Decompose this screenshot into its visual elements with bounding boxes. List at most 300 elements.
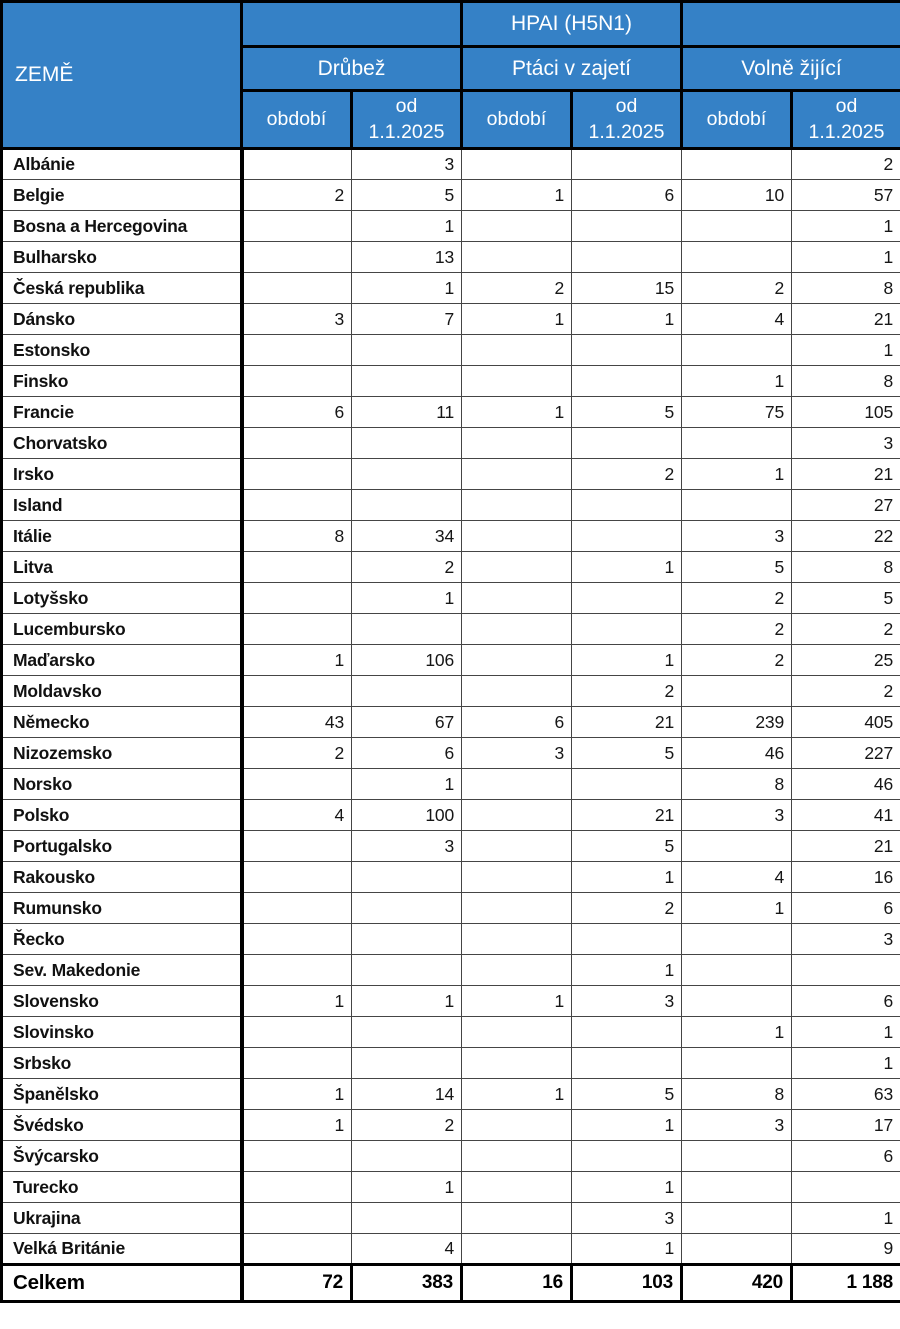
value-cell: [572, 242, 682, 273]
value-cell: 8: [682, 769, 792, 800]
value-cell: 2: [352, 552, 462, 583]
table-row: [2, 1048, 900, 1079]
value-cell: 106: [352, 645, 462, 676]
value-cell: [352, 335, 462, 366]
group-header-wild: Volně žijící: [682, 47, 900, 91]
value-cell: 2: [462, 273, 572, 304]
value-cell: 1: [462, 304, 572, 335]
value-cell: [462, 893, 572, 924]
table-row: [2, 893, 900, 924]
value-cell: 2: [792, 676, 900, 707]
country-cell: Estonsko: [2, 335, 242, 366]
value-cell: 13: [352, 242, 462, 273]
table-row: [2, 1203, 900, 1234]
value-cell: 1: [242, 645, 352, 676]
value-cell: [462, 1017, 572, 1048]
value-cell: 239: [682, 707, 792, 738]
value-cell: 25: [792, 645, 900, 676]
value-cell: 1: [352, 273, 462, 304]
value-cell: [462, 800, 572, 831]
value-cell: [352, 862, 462, 893]
value-cell: 1: [352, 1172, 462, 1203]
country-cell: Norsko: [2, 769, 242, 800]
country-cell: Švédsko: [2, 1110, 242, 1141]
value-cell: [572, 211, 682, 242]
value-cell: [462, 1110, 572, 1141]
value-cell: [682, 490, 792, 521]
value-cell: 1: [792, 211, 900, 242]
table-row: [2, 831, 900, 862]
value-cell: 9: [792, 1234, 900, 1265]
country-cell: Sev. Makedonie: [2, 955, 242, 986]
total-value-cell: 383: [352, 1265, 462, 1302]
value-cell: 1: [682, 459, 792, 490]
country-cell: Španělsko: [2, 1079, 242, 1110]
country-cell: Bosna a Hercegovina: [2, 211, 242, 242]
value-cell: 6: [352, 738, 462, 769]
value-cell: [242, 273, 352, 304]
value-cell: [682, 1048, 792, 1079]
value-cell: [462, 769, 572, 800]
value-cell: [462, 614, 572, 645]
value-cell: [242, 459, 352, 490]
value-cell: [242, 862, 352, 893]
value-cell: [682, 149, 792, 180]
table-title: HPAI (H5N1): [462, 2, 682, 47]
table-row: [2, 1172, 900, 1203]
value-cell: [572, 1141, 682, 1172]
value-cell: [242, 242, 352, 273]
value-cell: 1: [792, 335, 900, 366]
total-label: Celkem: [2, 1265, 242, 1302]
table-row: [2, 273, 900, 304]
value-cell: 3: [352, 831, 462, 862]
value-cell: 2: [572, 893, 682, 924]
value-cell: 6: [792, 893, 900, 924]
subheader-since: od 1.1.2025: [352, 91, 462, 149]
value-cell: 1: [792, 1017, 900, 1048]
subheader-period: období: [682, 91, 792, 149]
value-cell: 15: [572, 273, 682, 304]
value-cell: 8: [792, 552, 900, 583]
value-cell: 11: [352, 397, 462, 428]
value-cell: [352, 1203, 462, 1234]
value-cell: [682, 955, 792, 986]
country-cell: Nizozemsko: [2, 738, 242, 769]
value-cell: 21: [572, 800, 682, 831]
table-row: [2, 211, 900, 242]
country-cell: Dánsko: [2, 304, 242, 335]
value-cell: [242, 955, 352, 986]
value-cell: [352, 366, 462, 397]
value-cell: [352, 1017, 462, 1048]
total-value-cell: 72: [242, 1265, 352, 1302]
value-cell: 1: [572, 862, 682, 893]
country-cell: Lucembursko: [2, 614, 242, 645]
subheader-period: období: [242, 91, 352, 149]
value-cell: 227: [792, 738, 900, 769]
country-cell: Chorvatsko: [2, 428, 242, 459]
table-row: [2, 521, 900, 552]
table-body: [2, 149, 900, 1265]
country-cell: Řecko: [2, 924, 242, 955]
value-cell: 5: [352, 180, 462, 211]
table-row: [2, 769, 900, 800]
country-cell: Albánie: [2, 149, 242, 180]
value-cell: 27: [792, 490, 900, 521]
value-cell: [242, 490, 352, 521]
value-cell: [462, 924, 572, 955]
value-cell: [792, 955, 900, 986]
value-cell: 34: [352, 521, 462, 552]
value-cell: 21: [792, 831, 900, 862]
country-cell: Polsko: [2, 800, 242, 831]
table-row: [2, 986, 900, 1017]
value-cell: [462, 552, 572, 583]
header-spacer-right: [682, 2, 900, 47]
value-cell: [462, 211, 572, 242]
value-cell: [242, 1017, 352, 1048]
value-cell: 8: [792, 273, 900, 304]
value-cell: [462, 955, 572, 986]
value-cell: [682, 1234, 792, 1265]
value-cell: [242, 831, 352, 862]
value-cell: 10: [682, 180, 792, 211]
country-cell: Slovinsko: [2, 1017, 242, 1048]
value-cell: [352, 1048, 462, 1079]
country-cell: Moldavsko: [2, 676, 242, 707]
value-cell: [682, 211, 792, 242]
value-cell: 3: [792, 924, 900, 955]
value-cell: 7: [352, 304, 462, 335]
table-row: [2, 645, 900, 676]
value-cell: 46: [792, 769, 900, 800]
value-cell: [242, 893, 352, 924]
value-cell: 2: [792, 149, 900, 180]
value-cell: [352, 676, 462, 707]
value-cell: 1: [242, 1110, 352, 1141]
value-cell: 6: [462, 707, 572, 738]
value-cell: [242, 676, 352, 707]
country-cell: Srbsko: [2, 1048, 242, 1079]
value-cell: [242, 924, 352, 955]
value-cell: [792, 1172, 900, 1203]
value-cell: 8: [682, 1079, 792, 1110]
value-cell: [462, 490, 572, 521]
country-cell: Bulharsko: [2, 242, 242, 273]
value-cell: 3: [682, 521, 792, 552]
table-row: [2, 242, 900, 273]
value-cell: [352, 614, 462, 645]
value-cell: [462, 242, 572, 273]
value-cell: 105: [792, 397, 900, 428]
value-cell: 2: [792, 614, 900, 645]
value-cell: [572, 1048, 682, 1079]
value-cell: 1: [572, 1110, 682, 1141]
country-cell: Island: [2, 490, 242, 521]
value-cell: 1: [792, 1203, 900, 1234]
value-cell: 2: [682, 583, 792, 614]
table-footer: [2, 1265, 900, 1302]
country-cell: Litva: [2, 552, 242, 583]
value-cell: [352, 955, 462, 986]
value-cell: [682, 242, 792, 273]
country-cell: Maďarsko: [2, 645, 242, 676]
value-cell: 100: [352, 800, 462, 831]
table-row: [2, 552, 900, 583]
value-cell: [242, 1048, 352, 1079]
value-cell: 3: [572, 986, 682, 1017]
value-cell: 16: [792, 862, 900, 893]
value-cell: [242, 211, 352, 242]
value-cell: [682, 1203, 792, 1234]
value-cell: 5: [682, 552, 792, 583]
value-cell: [462, 335, 572, 366]
country-cell: Turecko: [2, 1172, 242, 1203]
value-cell: 1: [572, 1234, 682, 1265]
value-cell: 43: [242, 707, 352, 738]
table-row: [2, 304, 900, 335]
value-cell: 8: [242, 521, 352, 552]
country-cell: Česká republika: [2, 273, 242, 304]
value-cell: [572, 149, 682, 180]
value-cell: [242, 583, 352, 614]
country-cell: Itálie: [2, 521, 242, 552]
value-cell: 2: [682, 273, 792, 304]
value-cell: 1: [682, 1017, 792, 1048]
table-row: [2, 397, 900, 428]
value-cell: [242, 552, 352, 583]
value-cell: [242, 428, 352, 459]
value-cell: 2: [682, 614, 792, 645]
value-cell: [572, 924, 682, 955]
value-cell: 6: [242, 397, 352, 428]
value-cell: [462, 459, 572, 490]
value-cell: [352, 428, 462, 459]
value-cell: 2: [352, 1110, 462, 1141]
value-cell: [572, 583, 682, 614]
value-cell: [352, 490, 462, 521]
country-cell: Německo: [2, 707, 242, 738]
country-cell: Velká Británie: [2, 1234, 242, 1265]
table-row: [2, 738, 900, 769]
group-header-poultry: Drůbež: [242, 47, 462, 91]
table-row: [2, 490, 900, 521]
total-value-cell: 103: [572, 1265, 682, 1302]
value-cell: [242, 769, 352, 800]
value-cell: [462, 428, 572, 459]
table-header: [2, 2, 900, 149]
table-row: [2, 583, 900, 614]
country-cell: Ukrajina: [2, 1203, 242, 1234]
value-cell: 6: [792, 1141, 900, 1172]
total-row: [2, 1265, 900, 1302]
country-cell: Finsko: [2, 366, 242, 397]
value-cell: [572, 614, 682, 645]
table-row: [2, 335, 900, 366]
value-cell: [242, 366, 352, 397]
value-cell: 4: [352, 1234, 462, 1265]
value-cell: 2: [242, 738, 352, 769]
value-cell: 1: [682, 366, 792, 397]
value-cell: 1: [352, 211, 462, 242]
value-cell: 4: [242, 800, 352, 831]
value-cell: 2: [682, 645, 792, 676]
value-cell: 1: [352, 583, 462, 614]
value-cell: 3: [242, 304, 352, 335]
value-cell: 1: [792, 1048, 900, 1079]
value-cell: [242, 149, 352, 180]
value-cell: 5: [792, 583, 900, 614]
value-cell: 2: [572, 459, 682, 490]
value-cell: 3: [682, 1110, 792, 1141]
header-spacer-left: [242, 2, 462, 47]
value-cell: 75: [682, 397, 792, 428]
table-row: [2, 862, 900, 893]
value-cell: 1: [462, 180, 572, 211]
value-cell: [242, 335, 352, 366]
value-cell: [462, 1203, 572, 1234]
value-cell: 8: [792, 366, 900, 397]
table-row: [2, 459, 900, 490]
value-cell: 1: [572, 552, 682, 583]
value-cell: 1: [572, 955, 682, 986]
value-cell: [462, 366, 572, 397]
value-cell: [462, 1234, 572, 1265]
value-cell: 67: [352, 707, 462, 738]
value-cell: 6: [792, 986, 900, 1017]
value-cell: 1: [352, 986, 462, 1017]
value-cell: [682, 1141, 792, 1172]
value-cell: [682, 986, 792, 1017]
value-cell: 4: [682, 862, 792, 893]
value-cell: [462, 862, 572, 893]
value-cell: [572, 521, 682, 552]
subheader-since: od 1.1.2025: [792, 91, 900, 149]
value-cell: 2: [242, 180, 352, 211]
table-row: [2, 149, 900, 180]
table-row: [2, 1110, 900, 1141]
total-value-cell: 1 188: [792, 1265, 900, 1302]
country-cell: Belgie: [2, 180, 242, 211]
country-cell: Lotyšsko: [2, 583, 242, 614]
table-row: [2, 955, 900, 986]
value-cell: 2: [572, 676, 682, 707]
value-cell: [682, 428, 792, 459]
value-cell: 14: [352, 1079, 462, 1110]
value-cell: 46: [682, 738, 792, 769]
table-row: [2, 924, 900, 955]
value-cell: [462, 583, 572, 614]
value-cell: 5: [572, 831, 682, 862]
value-cell: [242, 1141, 352, 1172]
value-cell: [462, 831, 572, 862]
value-cell: [572, 428, 682, 459]
value-cell: 1: [242, 986, 352, 1017]
value-cell: [572, 490, 682, 521]
value-cell: [352, 459, 462, 490]
value-cell: 6: [572, 180, 682, 211]
table-row: [2, 1234, 900, 1265]
value-cell: 1: [352, 769, 462, 800]
value-cell: 1: [462, 397, 572, 428]
table-row: [2, 614, 900, 645]
value-cell: 21: [572, 707, 682, 738]
value-cell: 5: [572, 397, 682, 428]
value-cell: 1: [572, 645, 682, 676]
value-cell: 17: [792, 1110, 900, 1141]
value-cell: 1: [242, 1079, 352, 1110]
value-cell: 1: [462, 986, 572, 1017]
value-cell: [462, 521, 572, 552]
value-cell: 3: [462, 738, 572, 769]
value-cell: [352, 893, 462, 924]
value-cell: [572, 769, 682, 800]
value-cell: 3: [792, 428, 900, 459]
value-cell: [462, 645, 572, 676]
value-cell: [572, 335, 682, 366]
country-cell: Švýcarsko: [2, 1141, 242, 1172]
value-cell: 1: [572, 304, 682, 335]
value-cell: 5: [572, 738, 682, 769]
value-cell: [242, 1234, 352, 1265]
value-cell: 3: [572, 1203, 682, 1234]
value-cell: [352, 1141, 462, 1172]
table-row: [2, 1141, 900, 1172]
subheader-since: od 1.1.2025: [572, 91, 682, 149]
table-row: [2, 800, 900, 831]
table-row: [2, 1017, 900, 1048]
table-row: [2, 676, 900, 707]
value-cell: 4: [682, 304, 792, 335]
group-header-captive-birds: Ptáci v zajetí: [462, 47, 682, 91]
value-cell: 5: [572, 1079, 682, 1110]
country-cell: Francie: [2, 397, 242, 428]
value-cell: 57: [792, 180, 900, 211]
value-cell: [462, 1141, 572, 1172]
country-cell: Irsko: [2, 459, 242, 490]
value-cell: [462, 676, 572, 707]
value-cell: 3: [352, 149, 462, 180]
value-cell: [682, 676, 792, 707]
country-cell: Slovensko: [2, 986, 242, 1017]
header-title-row: [2, 2, 900, 47]
value-cell: 3: [682, 800, 792, 831]
country-cell: Rakousko: [2, 862, 242, 893]
country-cell: Portugalsko: [2, 831, 242, 862]
value-cell: [682, 924, 792, 955]
table-row: [2, 1079, 900, 1110]
value-cell: [462, 1048, 572, 1079]
value-cell: 1: [462, 1079, 572, 1110]
table-row: [2, 180, 900, 211]
value-cell: [242, 1172, 352, 1203]
value-cell: 21: [792, 459, 900, 490]
total-value-cell: 16: [462, 1265, 572, 1302]
value-cell: 1: [572, 1172, 682, 1203]
country-column-header: ZEMĚ: [2, 2, 242, 149]
value-cell: 22: [792, 521, 900, 552]
table-row: [2, 428, 900, 459]
value-cell: [352, 924, 462, 955]
value-cell: [682, 335, 792, 366]
table-row: [2, 707, 900, 738]
value-cell: [682, 1172, 792, 1203]
value-cell: [572, 366, 682, 397]
value-cell: [242, 1203, 352, 1234]
country-cell: Rumunsko: [2, 893, 242, 924]
value-cell: 21: [792, 304, 900, 335]
